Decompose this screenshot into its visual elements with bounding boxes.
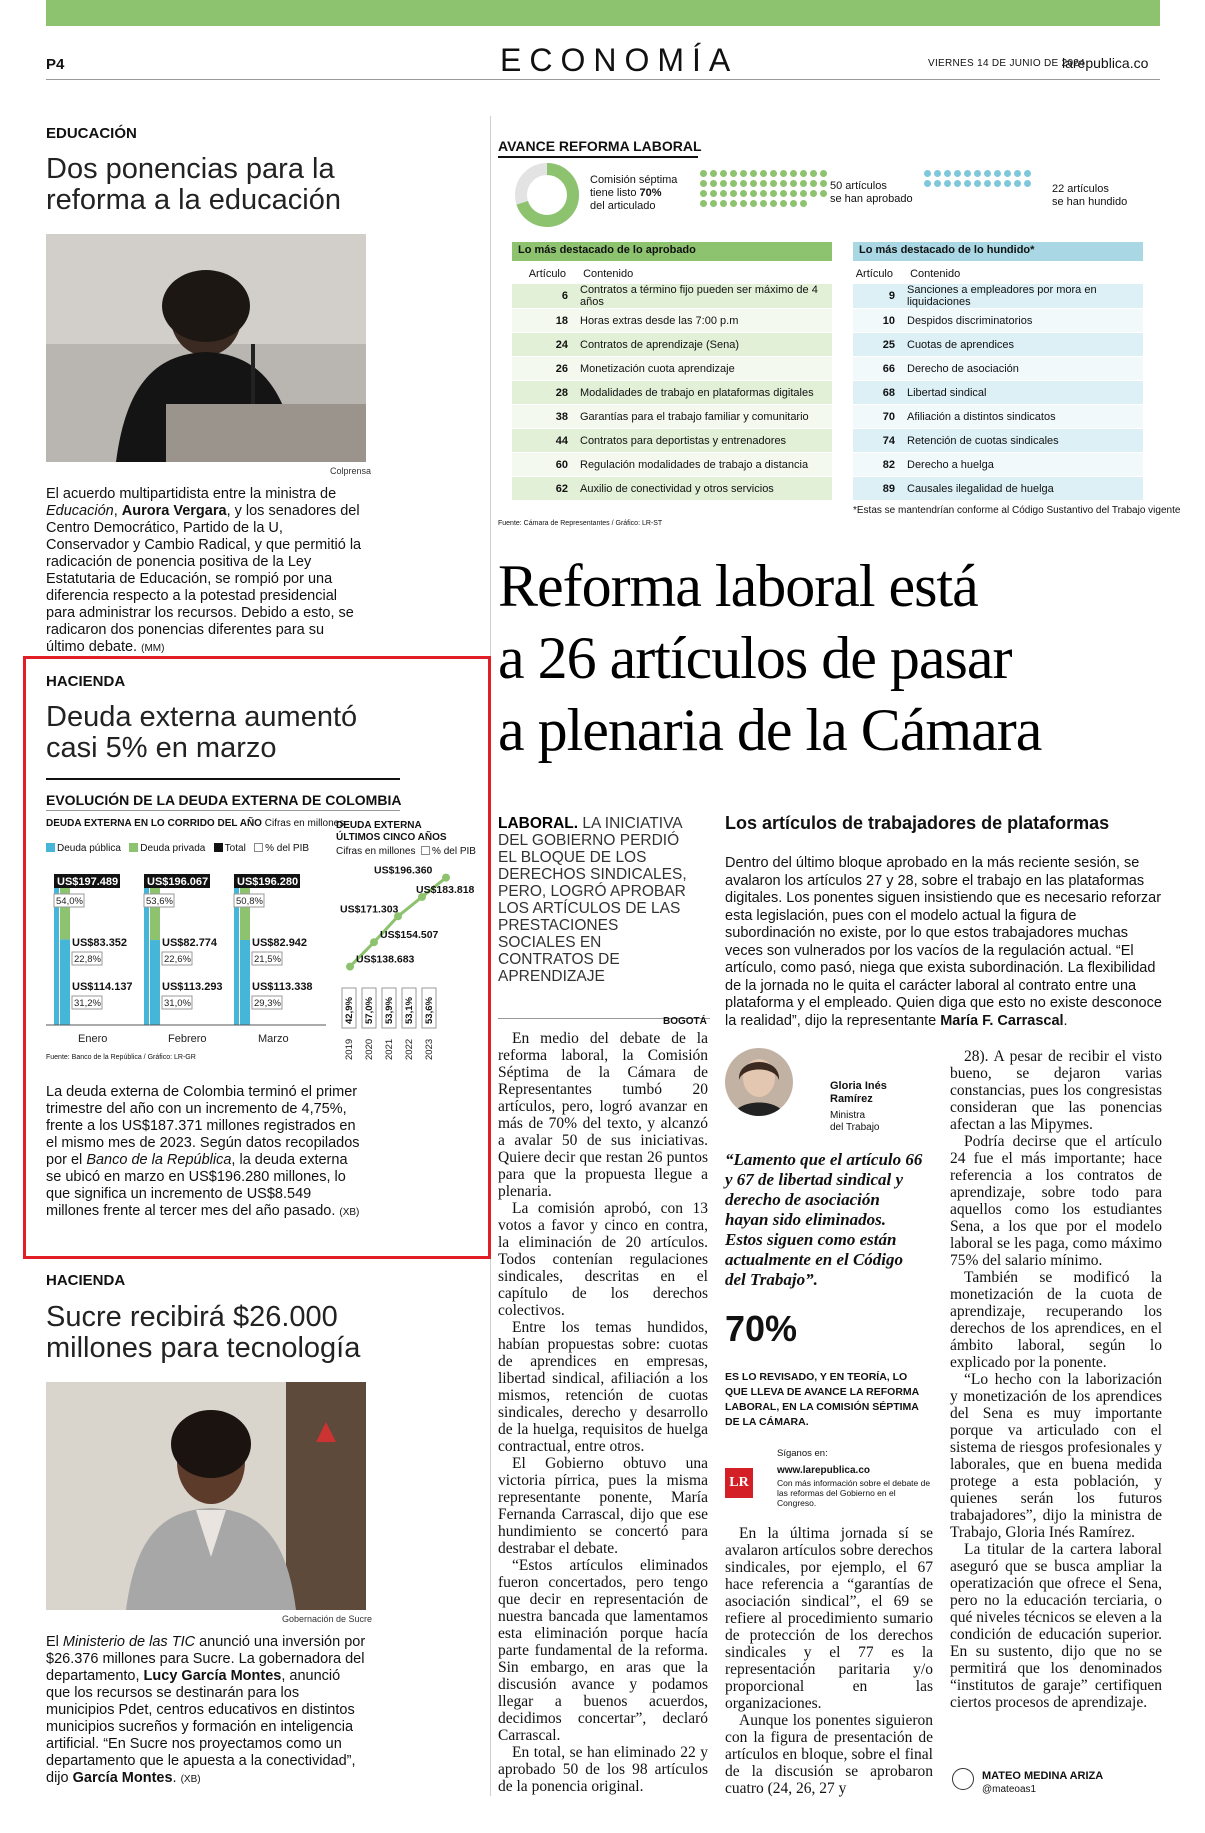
minister-photo (725, 1048, 793, 1116)
table-row (853, 357, 1143, 381)
point-label: US$183.818 (416, 883, 475, 896)
series-point (346, 963, 354, 971)
article-column-3 (950, 1048, 1162, 1711)
article-number: 70 (853, 405, 901, 429)
article-content: Derecho a huelga (901, 453, 1143, 477)
x-tick-label: 2019 (344, 1038, 355, 1060)
article-dot (790, 170, 797, 177)
private-label: US$83.352 (72, 937, 128, 949)
article-dot (740, 200, 747, 207)
article-content: Causales ilegalidad de huelga (901, 477, 1143, 501)
x-tick-label: 2021 (384, 1038, 395, 1060)
article-dot (730, 180, 737, 187)
sunk-table-title: Lo más destacado de lo hundido* (853, 242, 1143, 261)
approved-dots (700, 170, 827, 207)
article-dot (1004, 170, 1011, 177)
point-label: US$138.683 (356, 953, 415, 966)
x-tick-label: Febrero (168, 1033, 207, 1045)
article-dot (984, 170, 991, 177)
article-dot (760, 180, 767, 187)
article-dot (790, 200, 797, 207)
article-dot (740, 180, 747, 187)
educacion-photo-credit: Colprensa (330, 466, 372, 476)
paragraph: “Lo hecho con la laborización y monetización de los aprendices del Sena es muy importante porque va articulado con el sistema de riesgos profesionales y laborales, que en buena medida protege a esta población, y quienes serán los futuros trabajadores”, dijo la ministra de Trabajo, Gloria Inés Ramírez. (950, 1371, 1162, 1541)
public-debt-bar (240, 940, 250, 1025)
article-content: Garantías para el trabajo familiar y comunitario (574, 405, 832, 429)
article-number: 26 (512, 357, 574, 381)
article-dot (820, 180, 827, 187)
paragraph: Podría decirse que el artículo 24 fue el más importante; hace referencia a los contratos de aprendizaje, sobre todo para aquellos como los estudiantes Sena, a los que por el modelo laboral se les paga, como máximo 75% del salario mínimo. (950, 1133, 1162, 1269)
article-dot (944, 170, 951, 177)
x-tick-label: 2023 (424, 1038, 435, 1060)
x-tick-label: Enero (78, 1033, 108, 1045)
article-dot (810, 190, 817, 197)
article-number: 25 (853, 333, 901, 357)
sucre-kicker: HACIENDA (46, 1272, 126, 1289)
pct-pib-label: 53,9% (384, 997, 395, 1024)
article-dot (720, 170, 727, 177)
article-dot (750, 180, 757, 187)
dateline-city: BOGOTÁ (663, 1016, 707, 1027)
sucre-photo-credit: Gobernación de Sucre (282, 1614, 373, 1624)
deuda-body: La deuda externa de Colombia terminó el primer trimestre del año con un incremento de 4,75%, frente a los US$187.371 millones registrados en el mismo mes de 2023. Según datos recopilados por el Banco de la República, la deuda externa se ubicó en marzo en US$196.280 millones, lo que significa un incremento de US$8.549 millones frente al tercer mes del año pasado. (XB) (46, 1084, 360, 1219)
article-number: 44 (512, 429, 574, 453)
article-dot (1024, 180, 1031, 187)
series-point (370, 938, 378, 946)
quote-name: Gloria Inés Ramírez (830, 1080, 887, 1105)
avance-rule (498, 156, 698, 158)
article-dot (800, 180, 807, 187)
public-debt-bar (150, 940, 160, 1025)
paragraph: En medio del debate de la reforma laboral, la Comisión Séptima de la Cámara de Representantes tumbó 20 artículos, pero, logró avanzar en más de 70% del texto, y alcanzó a avalar 50 de sus iniciativas. Quiere decir que restan 26 puntos para que la propuesta llegue a plenaria. (498, 1030, 708, 1200)
deuda-headline: Deuda externa aumentó casi 5% en marzo (46, 701, 358, 764)
table-row (512, 453, 832, 477)
educacion-headline: Dos ponencias para la reforma a la educación (46, 153, 341, 216)
point-label: US$171.303 (340, 903, 399, 916)
article-dot (740, 170, 747, 177)
graphic-rule (46, 778, 400, 780)
article-dot (934, 170, 941, 177)
article-dot (710, 200, 717, 207)
paragraph: El Gobierno obtuvo una victoria pírrica, pues la misma representante ponente, María Fernanda Carrascal, dijo que ese hundimiento se concertó para destrabar el debate. (498, 1455, 708, 1557)
article-dot (1014, 180, 1021, 187)
bar-chart-legend: Deuda pública Deuda privada Total % del PIB (46, 843, 309, 854)
bar-chart (46, 860, 331, 1050)
article-dot (994, 180, 1001, 187)
table-row (853, 284, 1143, 309)
article-content: Despidos discriminatorios (901, 309, 1143, 333)
sunk-count: 22 artículos se han hundido (1052, 183, 1128, 208)
line-chart-subtitle: DEUDA EXTERNA ÚLTIMOS CINCO AÑOS (336, 820, 447, 843)
paragraph: En total, se han eliminado 22 y aprobado 50 de los 98 artículos de la ponencia original. (498, 1744, 708, 1795)
article-dot (750, 200, 757, 207)
table-row (512, 429, 832, 453)
article-dot (974, 180, 981, 187)
article-number: 24 (512, 333, 574, 357)
article-content: Sanciones a empleadores por mora en liquidaciones (901, 284, 1143, 309)
pull-quote: “Lamento que el artículo 66 y 67 de libertad sindical y derecho de asociación hayan sido eliminados. Estos siguen como están actualmente en el Código del Trabajo”. (725, 1150, 923, 1289)
article-dot (720, 200, 727, 207)
table-row (853, 333, 1143, 357)
table-row (512, 284, 832, 309)
article-content: Horas extras desde las 7:00 p.m (574, 309, 832, 333)
sunk-dots (924, 170, 1031, 187)
private-pct-label: 21,5% (254, 954, 281, 965)
educacion-body: El acuerdo multipartidista entre la ministra de Educación, Aurora Vergara, y los senadores del Centro Democrático, Partido de la U, Conservador y Cambio Radical, y que permitió la radicación de ponencia positiva de la Ley Estatutaria de Educación, se rompió por una diferencia respecto a la potestad presidencial para administrar los recursos. Debido a esto, se radicaron dos ponencias diferentes para su último debate. (MM) (46, 486, 362, 655)
article-dot (730, 170, 737, 177)
article-dot (924, 170, 931, 177)
total-label: US$196.067 (147, 876, 209, 888)
private-label: US$82.774 (162, 937, 218, 949)
article-dot (760, 170, 767, 177)
table-row (512, 333, 832, 357)
table-row (853, 309, 1143, 333)
approved-table-header: Artículo Contenido (528, 268, 634, 280)
quote-role: Ministra del Trabajo (830, 1110, 880, 1133)
article-dot (780, 190, 787, 197)
article-content: Retención de cuotas sindicales (901, 429, 1143, 453)
bar-chart-subtitle: DEUDA EXTERNA EN LO CORRIDO DEL AÑO Cifras en millones (46, 818, 345, 829)
line-chart (336, 862, 486, 1062)
article-dot (750, 190, 757, 197)
article-number: 28 (512, 381, 574, 405)
article-dot (800, 200, 807, 207)
point-label: US$154.507 (380, 929, 439, 942)
author-handle[interactable]: @mateoas1 (982, 1784, 1037, 1795)
article-number: 38 (512, 405, 574, 429)
article-number: 62 (512, 477, 574, 501)
article-dot (710, 190, 717, 197)
sucre-photo (46, 1382, 366, 1610)
avance-footnote: *Estas se mantendrían conforme al Código Sustantivo del Trabajo vigente (853, 505, 1181, 516)
table-row (853, 429, 1143, 453)
article-dot (1024, 170, 1031, 177)
table-row (853, 453, 1143, 477)
article-number: 89 (853, 477, 901, 501)
article-content: Afiliación a distintos sindicatos (901, 405, 1143, 429)
sidebar-subtitle: Los artículos de trabajadores de plataformas (725, 813, 1110, 833)
public-debt-bar (60, 939, 70, 1025)
article-dot (944, 180, 951, 187)
public-label: US$113.338 (252, 981, 313, 993)
public-pct-label: 31,0% (164, 998, 191, 1009)
article-dot (770, 190, 777, 197)
article-dot (730, 200, 737, 207)
private-pct-label: 22,8% (74, 954, 101, 965)
graphic-title: EVOLUCIÓN DE LA DEUDA EXTERNA DE COLOMBIA (46, 792, 402, 808)
article-dot (730, 190, 737, 197)
article-content: Monetización cuota aprendizaje (574, 357, 832, 381)
total-label: US$196.280 (237, 876, 299, 888)
article-number: 6 (512, 284, 574, 309)
avance-title: AVANCE REFORMA LABORAL (498, 138, 702, 154)
article-dot (800, 170, 807, 177)
article-dot (720, 180, 727, 187)
table-row (512, 381, 832, 405)
page-number: P4 (46, 56, 65, 73)
article-dot (710, 180, 717, 187)
educacion-photo (46, 234, 366, 462)
public-pct-label: 29,3% (254, 998, 281, 1009)
article-dot (964, 180, 971, 187)
article-number: 10 (853, 309, 901, 333)
article-dot (974, 170, 981, 177)
dateline: VIERNES 14 DE JUNIO DE 2024 (928, 58, 1086, 69)
article-dot (780, 200, 787, 207)
article-dot (924, 180, 931, 187)
article-content: Contratos para deportistas y entrenadores (574, 429, 832, 453)
private-label: US$82.942 (252, 937, 308, 949)
article-dot (954, 170, 961, 177)
article-dot (1004, 180, 1011, 187)
article-number: 60 (512, 453, 574, 477)
article-dot (770, 200, 777, 207)
paragraph: 28). A pesar de recibir el visto bueno, se dejaron varias constancias, pues los congresistas consideran que las ponencias afectan a las Mipymes. (950, 1048, 1162, 1133)
line-chart-legend: Cifras en millones % del PIB (336, 846, 476, 857)
total-pct-label: 54,0% (56, 896, 83, 907)
main-headline: Reforma laboral está a 26 artículos de pasar a plenaria de la Cámara (498, 553, 1042, 763)
total-pct-label: 53,6% (146, 896, 173, 907)
table-row (853, 405, 1143, 429)
article-dot (1014, 170, 1021, 177)
paragraph: La titular de la cartera laboral aseguró que se busca ampliar la operatización que ofrece el Sena, pero no la educación terciaria, o qué niveles técnicos se eleven a la condición de educación superior. En su sustento, dijo que no se permitirá que los denominados “institutos de garaje” certifiquen ciertos procesos de aprendizaje. (950, 1541, 1162, 1711)
approved-table-title: Lo más destacado de lo aprobado (512, 242, 832, 261)
follow-site[interactable]: www.larepublica.co (777, 1465, 870, 1476)
graphic-rule-2 (46, 810, 400, 811)
article-dot (810, 170, 817, 177)
article-dot (964, 170, 971, 177)
deuda-kicker: HACIENDA (46, 673, 126, 690)
paragraph: También se modificó la monetización de la cuota de aprendizaje, recuperando los derechos de los aprendices, en el ámbito laboral, según lo explicado por la ponente. (950, 1269, 1162, 1371)
article-dot (710, 170, 717, 177)
article-dot (740, 190, 747, 197)
article-dot (700, 180, 707, 187)
table-row (853, 477, 1143, 501)
lr-logo: LR (725, 1468, 753, 1498)
article-content: Contratos de aprendizaje (Sena) (574, 333, 832, 357)
article-dot (954, 180, 961, 187)
table-row (512, 477, 832, 501)
article-content: Cuotas de aprendices (901, 333, 1143, 357)
article-dot (780, 180, 787, 187)
site-url[interactable]: larepublica.co (1062, 55, 1149, 71)
article-column-1 (498, 1030, 708, 1795)
article-dot (820, 170, 827, 177)
sidebar-body: Dentro del último bloque aprobado en la más reciente sesión, se avalaron los artículos 27 y 28, sobre el trabajo en las plataformas digitales. Los ponentes siguen insistiendo que es necesario reforzar esta legislación, pues con el modelo actual la figura de subordinación no existe, por lo que estos trabajadores muchas veces son vulnerados por los vacíos de la regulación actual. “El artículo, como pasó, niega que exista subordinación. La flexibilidad de la jornada no le quita el carácter laboral al contrato entre una plataforma y el empleado. Quien diga que esto no existe desconoce la realidad”, dijo la representante María F. Carrascal. (725, 855, 1162, 1029)
article-content: Auxilio de conectividad y otros servicios (574, 477, 832, 501)
follow-text: Con más información sobre el debate de las reformas del Gobierno en el Congreso. (777, 1478, 931, 1508)
progress-donut (514, 162, 580, 228)
article-dot (984, 180, 991, 187)
public-pct-label: 31,2% (74, 998, 101, 1009)
follow-label: Síganos en: (777, 1448, 828, 1459)
article-dot (780, 170, 787, 177)
section-name: ECONOMÍA (500, 42, 739, 78)
paragraph: La comisión aprobó, con 13 votos a favor y cinco en contra, la eliminación de 20 artículos. Todos contenían regulaciones sindicales, descritas en el capítulo de los derechos colectivos. (498, 1200, 708, 1319)
article-dot (994, 170, 1001, 177)
private-pct-label: 22,6% (164, 954, 191, 965)
approved-table (512, 284, 832, 501)
article-content: Libertad sindical (901, 381, 1143, 405)
article-dot (700, 190, 707, 197)
public-label: US$114.137 (72, 981, 133, 993)
article-number: 66 (853, 357, 901, 381)
x-tick-label: 2022 (404, 1038, 415, 1060)
article-number: 74 (853, 429, 901, 453)
article-dot (760, 190, 767, 197)
approved-count: 50 artículos se han aprobado (830, 180, 913, 205)
pct-pib-label: 53,1% (404, 997, 415, 1024)
article-content: Modalidades de trabajo en plataformas digitales (574, 381, 832, 405)
point-label: US$196.360 (374, 864, 433, 877)
author-icon (952, 1768, 974, 1790)
sunk-table (853, 284, 1143, 501)
main-lead: LABORAL. LA INICIATIVA DEL GOBIERNO PERDIÓ EL BLOQUE DE LOS DERECHOS SINDICALES, PERO, LOGRÓ APROBAR LOS ARTÍCULOS DE LAS PRESTACIONES SOCIALES EN CONTRATOS DE APRENDIZAJE (498, 815, 687, 985)
article-column-2: En la última jornada sí se avalaron artículos sobre derechos sindicales, por ejemplo, el 67 hace referencia a “garantías de asociación sindical”, el 69 se refiere al procedimiento sumario de protección de los derechos sindicales y el 77 es la representación paritaria y/o proporcional en las organizaciones. Aunque los ponentes siguieron con la figura de presentación de artículos en bloque, sobre el final de la discusión se aprobaron cuatro (24, 26, 27 y (725, 1525, 933, 1797)
table-row (512, 357, 832, 381)
article-dot (700, 170, 707, 177)
article-dot (820, 190, 827, 197)
donut-caption: Comisión séptima tiene listo 70% del articulado (590, 174, 678, 212)
article-dot (770, 180, 777, 187)
series-point (442, 874, 450, 882)
sunk-table-header: Artículo Contenido (855, 268, 961, 280)
total-label: US$197.489 (57, 876, 119, 888)
table-row (853, 381, 1143, 405)
public-label: US$113.293 (162, 981, 223, 993)
sucre-body: El Ministerio de las TIC anunció una inversión por $26.376 millones para Sucre. La gobernadora del departamento, Lucy García Montes, anunció que los recursos se destinarán para los municipios Pdet, centros educativos en distintos municipios sucreños y formación en inteligencia artificial. “En Sucre nos proyectamos como un departamento que le apuesta a la conectividad”, dijo García Montes. (XB) (46, 1634, 366, 1786)
article-dot (760, 200, 767, 207)
graphic-source: Fuente: Banco de la República / Gráfico: LR-GR (46, 1054, 196, 1061)
author-name: MATEO MEDINA ARIZA (982, 1770, 1104, 1782)
total-pct-label: 50,8% (236, 896, 263, 907)
article-dot (800, 190, 807, 197)
masthead-rule (46, 79, 1160, 80)
x-tick-label: 2020 (364, 1038, 375, 1060)
article-dot (790, 190, 797, 197)
article-dot (790, 180, 797, 187)
article-dot (770, 170, 777, 177)
big-percentage-caption: ES LO REVISADO, Y EN TEORÍA, LO QUE LLEVA DE AVANCE LA REFORMA LABORAL, EN LA COMISIÓN SÉPTIMA DE LA CÁMARA. (725, 1371, 919, 1428)
article-number: 82 (853, 453, 901, 477)
article-number: 9 (853, 284, 901, 309)
article-number: 18 (512, 309, 574, 333)
sucre-headline: Sucre recibirá $26.000 millones para tecnología (46, 1301, 361, 1364)
table-row (512, 405, 832, 429)
pct-pib-label: 53,6% (424, 997, 435, 1024)
article-dot (750, 170, 757, 177)
article-number: 68 (853, 381, 901, 405)
big-percentage: 70% (725, 1308, 798, 1349)
article-dot (720, 190, 727, 197)
article-dot (700, 200, 707, 207)
pct-pib-label: 42,9% (344, 997, 355, 1024)
article-dot (810, 180, 817, 187)
article-content: Derecho de asociación (901, 357, 1143, 381)
table-row (512, 309, 832, 333)
article-dot (934, 180, 941, 187)
pct-pib-label: 57,0% (364, 997, 375, 1024)
educacion-kicker: EDUCACIÓN (46, 125, 137, 142)
x-tick-label: Marzo (258, 1033, 289, 1045)
top-color-bar (46, 0, 1160, 26)
avance-source: Fuente: Cámara de Representantes / Gráfico: LR-ST (498, 520, 663, 527)
article-content: Regulación modalidades de trabajo a distancia (574, 453, 832, 477)
article-content: Contratos a término fijo pueden ser máximo de 4 años (574, 284, 832, 309)
paragraph: “Estos artículos eliminados fueron concertados, pero tengo que decir en representación de nuestra bancada que lamentamos esta eliminación porque hacía parte fundamental de la reforma. Sin embargo, en aras que la discusión avance y podamos llegar a buenos acuerdos, decidimos concertar”, declaró Carrascal. (498, 1557, 708, 1744)
paragraph: Entre los temas hundidos, habían propuestas sobre: cuotas de aprendices en empresas, libertad sindical, afiliación a los mismos, retención de cuotas sindicales, derecho y desarrollo de la huelga, requisitos de huelga contractual, entre otros. (498, 1319, 708, 1455)
